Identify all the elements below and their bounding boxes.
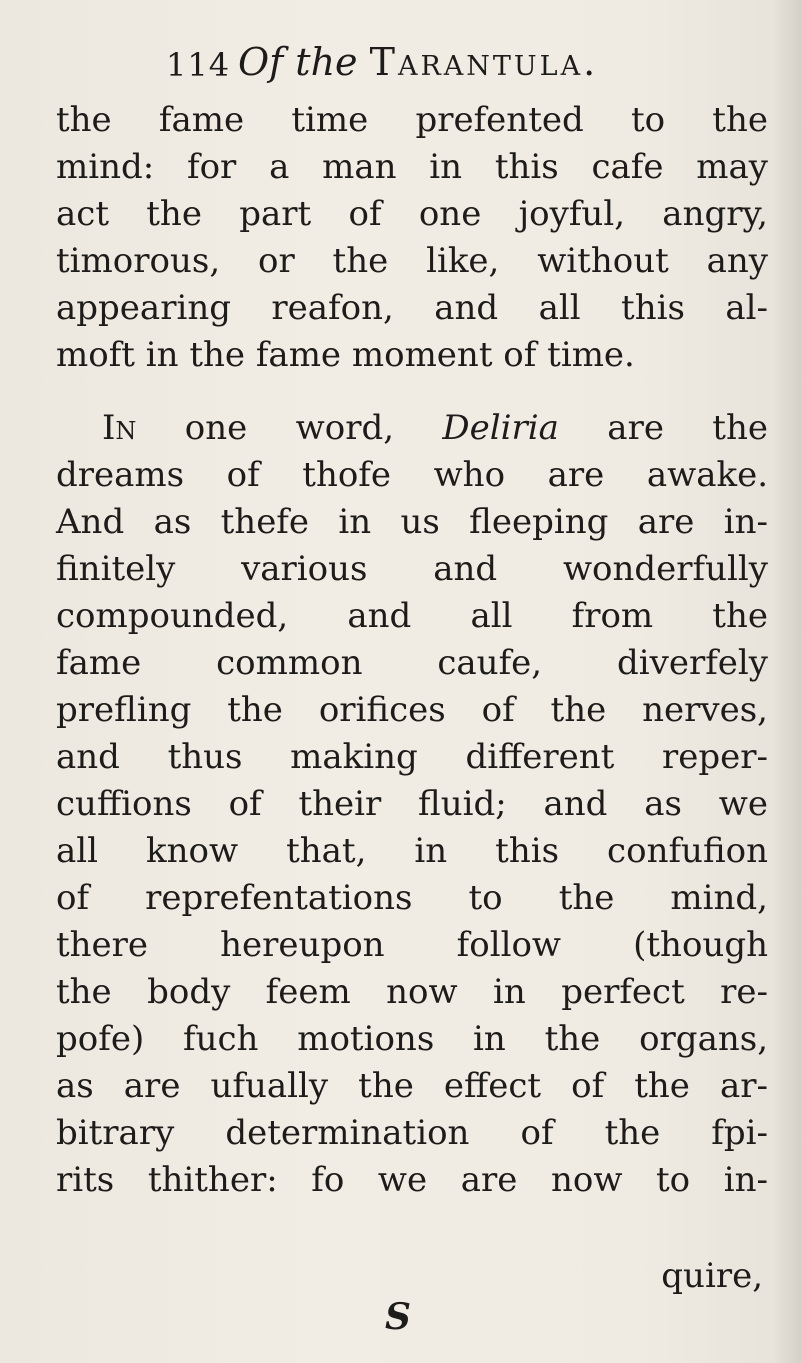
signature-mark: S [385,1296,411,1338]
first-line-text-b: are the [558,408,768,448]
text-line: act the part of one joyful, angry, [56,194,768,234]
text-line: of reprefentations to the mind, [56,878,768,918]
text-line: bitrary determination of the fpi- [56,1113,768,1153]
text-line: as are ufually the effect of the ar- [56,1066,768,1106]
text-line: the fame time prefented to the [56,100,768,140]
text-line: finitely various and wonderfully [56,549,768,589]
text-line: And as thefe in us fleeping are in- [56,502,768,542]
text-line: appearing reafon, and all this al- [56,288,768,328]
text-line: all know that, in this confufion [56,831,768,871]
paragraph-1 [56,97,768,379]
running-title-italic: Of the [238,40,358,84]
page-edge-shadow [773,0,801,1363]
text-line: moft in the fame moment of time. [56,335,635,375]
text-line: mind: for a man in this cafe may [56,147,768,187]
text-line: dreams of thofe who are awake. [56,455,768,495]
catchword: quire, [661,1256,763,1296]
text-line: prefling the orifices of the nerves, [56,690,768,730]
initial-word: In [102,408,137,448]
text-line: rits thither: fo we are now to in- [56,1160,768,1200]
first-line-italic: Deliria [442,408,559,448]
running-header [0,40,801,92]
text-line: pofe) fuch motions in the organs, [56,1019,768,1059]
running-title [238,40,598,84]
text-line: fame common caufe, diverfely [56,643,768,683]
text-line: and thus making different reper- [56,737,768,777]
text-line: compounded, and all from the [56,596,768,636]
paragraph-2 [56,405,768,1204]
text-line: timorous, or the like, without any [56,241,768,281]
text-line: the body feem now in perfect re- [56,972,768,1012]
text-line-first [56,405,768,452]
first-line-text-a: one word, [136,408,443,448]
text-line: cuffions of their fluid; and as we [56,784,768,824]
text-line: there hereupon follow (though [56,925,768,965]
running-title-caps: Tarantula. [369,40,599,84]
page-number: 114 [166,46,231,84]
